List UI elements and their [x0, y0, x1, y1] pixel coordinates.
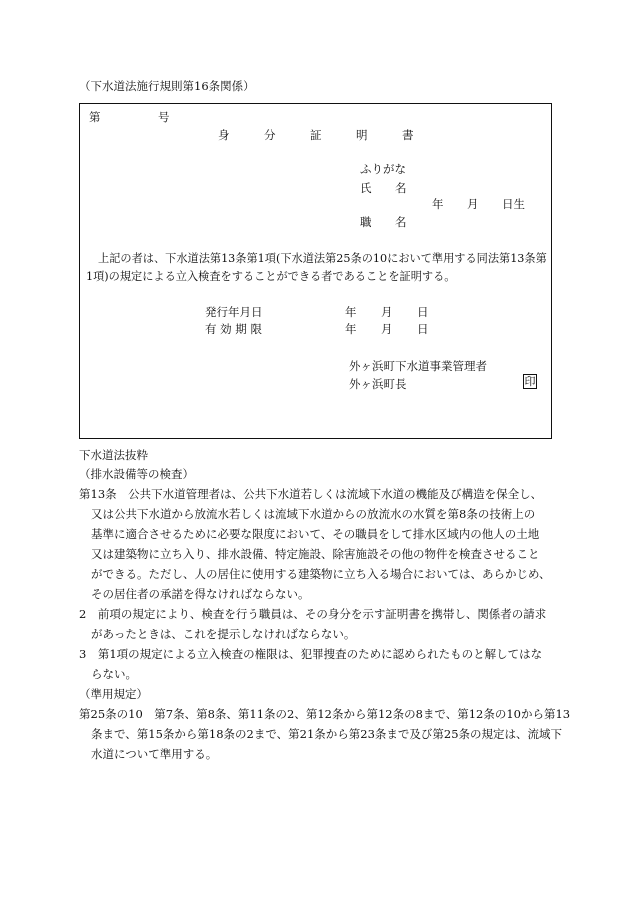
position-label-char: 職	[360, 215, 372, 229]
title-char: 明	[356, 128, 368, 142]
name-label-char: 氏	[360, 181, 372, 195]
paragraph-3-line: 3 第1項の規定による立入検査の権限は、犯罪捜査のために認められたものと解してはな	[79, 647, 543, 661]
article-13-line: 第13条 公共下水道管理者は、公共下水道若しくは流域下水道の機能及び構造を保全し、	[79, 487, 543, 501]
birth-year-label: 年	[432, 197, 444, 211]
article-13-line: 基準に適合させるために必要な限度において、その職員をして排水区域内の他人の土地	[91, 527, 540, 541]
section-caption: （排水設備等の検査）	[79, 467, 194, 481]
article-13-line: 又は公共下水道から放流水若しくは流域下水道からの放流水の水質を第8条の技術上の	[91, 507, 536, 521]
certificate-statement-line: 1項)の規定による立入検査をすることができる者であることを証明する。	[86, 270, 456, 283]
certificate-number-prefix: 第	[89, 110, 101, 124]
name-label-char: 名	[395, 181, 407, 195]
article-13-line: ができる。ただし、人の居住に使用する建築物に立ち入る場合においては、あらかじめ、	[91, 567, 551, 581]
issue-month: 月	[381, 305, 393, 319]
title-char: 証	[310, 128, 322, 142]
birth-day-label: 日生	[502, 197, 525, 211]
certificate-number-suffix: 号	[158, 110, 170, 124]
article-25-10-line: 条まで、第15条から第18条の2まで、第21条から第23条まで及び第25条の規定は、流域下	[91, 727, 563, 741]
validity-day: 日	[417, 322, 429, 336]
article-13-line: その居住者の承諾を得なければならない。	[91, 587, 310, 601]
validity-label: 有 効 期 限	[205, 322, 262, 336]
validity-year: 年	[345, 322, 357, 336]
position-label-char: 名	[395, 215, 407, 229]
certificate-statement-line: 上記の者は、下水道法第13条第1項(下水道法第25条の10において準用する同法第13条第	[98, 252, 547, 265]
paragraph-2-line: があったときは、これを提示しなければならない。	[91, 627, 356, 641]
title-char: 書	[402, 128, 414, 142]
excerpt-heading: 下水道法抜粋	[79, 448, 148, 462]
validity-month: 月	[381, 322, 393, 336]
issue-year: 年	[345, 305, 357, 319]
title-char: 身	[218, 128, 230, 142]
issue-date-label: 発行年月日	[205, 305, 263, 319]
paragraph-3-line: らない。	[91, 667, 137, 681]
article-25-10-line: 水道について準用する。	[91, 747, 218, 761]
paragraph-2-line: 2 前項の規定により、検査を行う職員は、その身分を示す証明書を携帯し、関係者の請求	[79, 607, 547, 621]
issuer-mayor: 外ヶ浜町長	[349, 377, 407, 391]
section-caption: （準用規定）	[79, 687, 148, 701]
title-char: 分	[264, 128, 276, 142]
birth-month-label: 月	[467, 197, 479, 211]
issue-day: 日	[417, 305, 429, 319]
article-25-10-line: 第25条の10 第7条、第8条、第11条の2、第12条から第12条の8まで、第12条の10から第13	[79, 707, 571, 721]
seal-mark: 印	[524, 375, 536, 388]
article-13-line: 又は建築物に立ち入り、排水設備、特定施設、除害施設その他の物件を検査させること	[91, 547, 540, 561]
regulation-reference: （下水道法施行規則第16条関係）	[79, 79, 255, 93]
furigana-label: ふりがな	[360, 162, 406, 176]
issuer-title: 外ヶ浜町下水道事業管理者	[349, 359, 487, 373]
